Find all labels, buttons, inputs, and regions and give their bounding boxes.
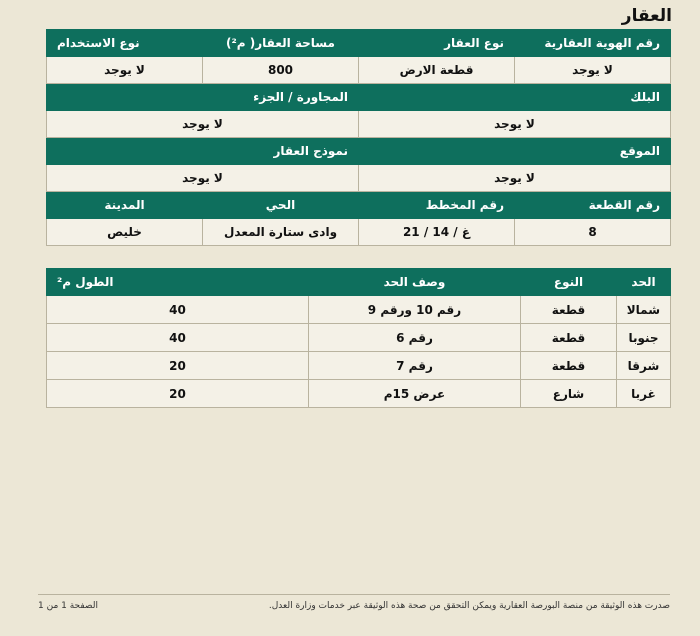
value-plot-number: 8: [515, 219, 671, 246]
header-district: الحي: [203, 192, 359, 219]
header-neighborhood-part: المجاورة / الجزء: [47, 84, 359, 111]
boundary-side: جنوبا: [617, 324, 671, 352]
property-value-row-4: [47, 219, 671, 246]
footer-divider: [38, 594, 670, 595]
header-boundary-description: وصف الحد: [309, 269, 521, 296]
property-value-row-3: [47, 165, 671, 192]
footer-page-number: الصفحة 1 من 1: [38, 601, 98, 611]
boundary-description: رقم 6: [309, 324, 521, 352]
boundary-side: شمالا: [617, 296, 671, 324]
header-plot-number: رقم القطعة: [515, 192, 671, 219]
boundary-description: رقم 10 ورقم 9: [309, 296, 521, 324]
value-usage-type: لا يوجد: [47, 57, 203, 84]
boundary-length: 40: [47, 296, 309, 324]
boundary-length: 40: [47, 324, 309, 352]
value-property-id: لا يوجد: [515, 57, 671, 84]
boundary-row: [47, 352, 671, 380]
boundary-side: شرقا: [617, 352, 671, 380]
header-block: البلك: [359, 84, 671, 111]
header-usage-type: نوع الاستخدام: [47, 30, 203, 57]
value-neighborhood-part: لا يوجد: [47, 111, 359, 138]
value-property-area: 800: [203, 57, 359, 84]
value-property-type: قطعة الارض: [359, 57, 515, 84]
value-block: لا يوجد: [359, 111, 671, 138]
header-boundary: الحد: [617, 269, 671, 296]
value-city: خليص: [47, 219, 203, 246]
header-plan-number: رقم المخطط: [359, 192, 515, 219]
header-property-area: مساحة العقار( م²): [203, 30, 359, 57]
value-plan-number: غ / 14 / 21: [359, 219, 515, 246]
boundary-type: قطعة: [521, 296, 617, 324]
property-info-table: [46, 29, 671, 246]
property-header-row-1: [47, 30, 671, 57]
boundary-description: عرض 15م: [309, 380, 521, 408]
property-value-row-1: [47, 57, 671, 84]
boundary-side: غربا: [617, 380, 671, 408]
value-location: لا يوجد: [359, 165, 671, 192]
boundary-length: 20: [47, 380, 309, 408]
section-title: العقار: [621, 6, 672, 26]
boundary-type: قطعة: [521, 324, 617, 352]
boundaries-header-row: [47, 269, 671, 296]
header-city: المدينة: [47, 192, 203, 219]
property-value-row-2: [47, 111, 671, 138]
boundary-type: قطعة: [521, 352, 617, 380]
property-header-row-3: [47, 138, 671, 165]
boundary-row: [47, 380, 671, 408]
boundary-length: 20: [47, 352, 309, 380]
header-property-model: نموذج العقار: [47, 138, 359, 165]
boundary-type: شارع: [521, 380, 617, 408]
property-header-row-2: [47, 84, 671, 111]
boundary-row: [47, 324, 671, 352]
footer-note: صدرت هذه الوثيقة من منصة البورصة العقارية ويمكن التحقق من صحة هذه الوثيقة عبر خدمات وزارة العدل.: [268, 601, 670, 611]
header-property-id: رقم الهوية العقارية: [515, 30, 671, 57]
property-header-row-4: [47, 192, 671, 219]
boundaries-table: [46, 268, 671, 408]
header-location: الموقع: [359, 138, 671, 165]
value-property-model: لا يوجد: [47, 165, 359, 192]
value-district: وادى ستارة المعدل: [203, 219, 359, 246]
header-boundary-length: الطول م²: [47, 269, 309, 296]
boundary-description: رقم 7: [309, 352, 521, 380]
header-boundary-type: النوع: [521, 269, 617, 296]
boundary-row: [47, 296, 671, 324]
header-property-type: نوع العقار: [359, 30, 515, 57]
